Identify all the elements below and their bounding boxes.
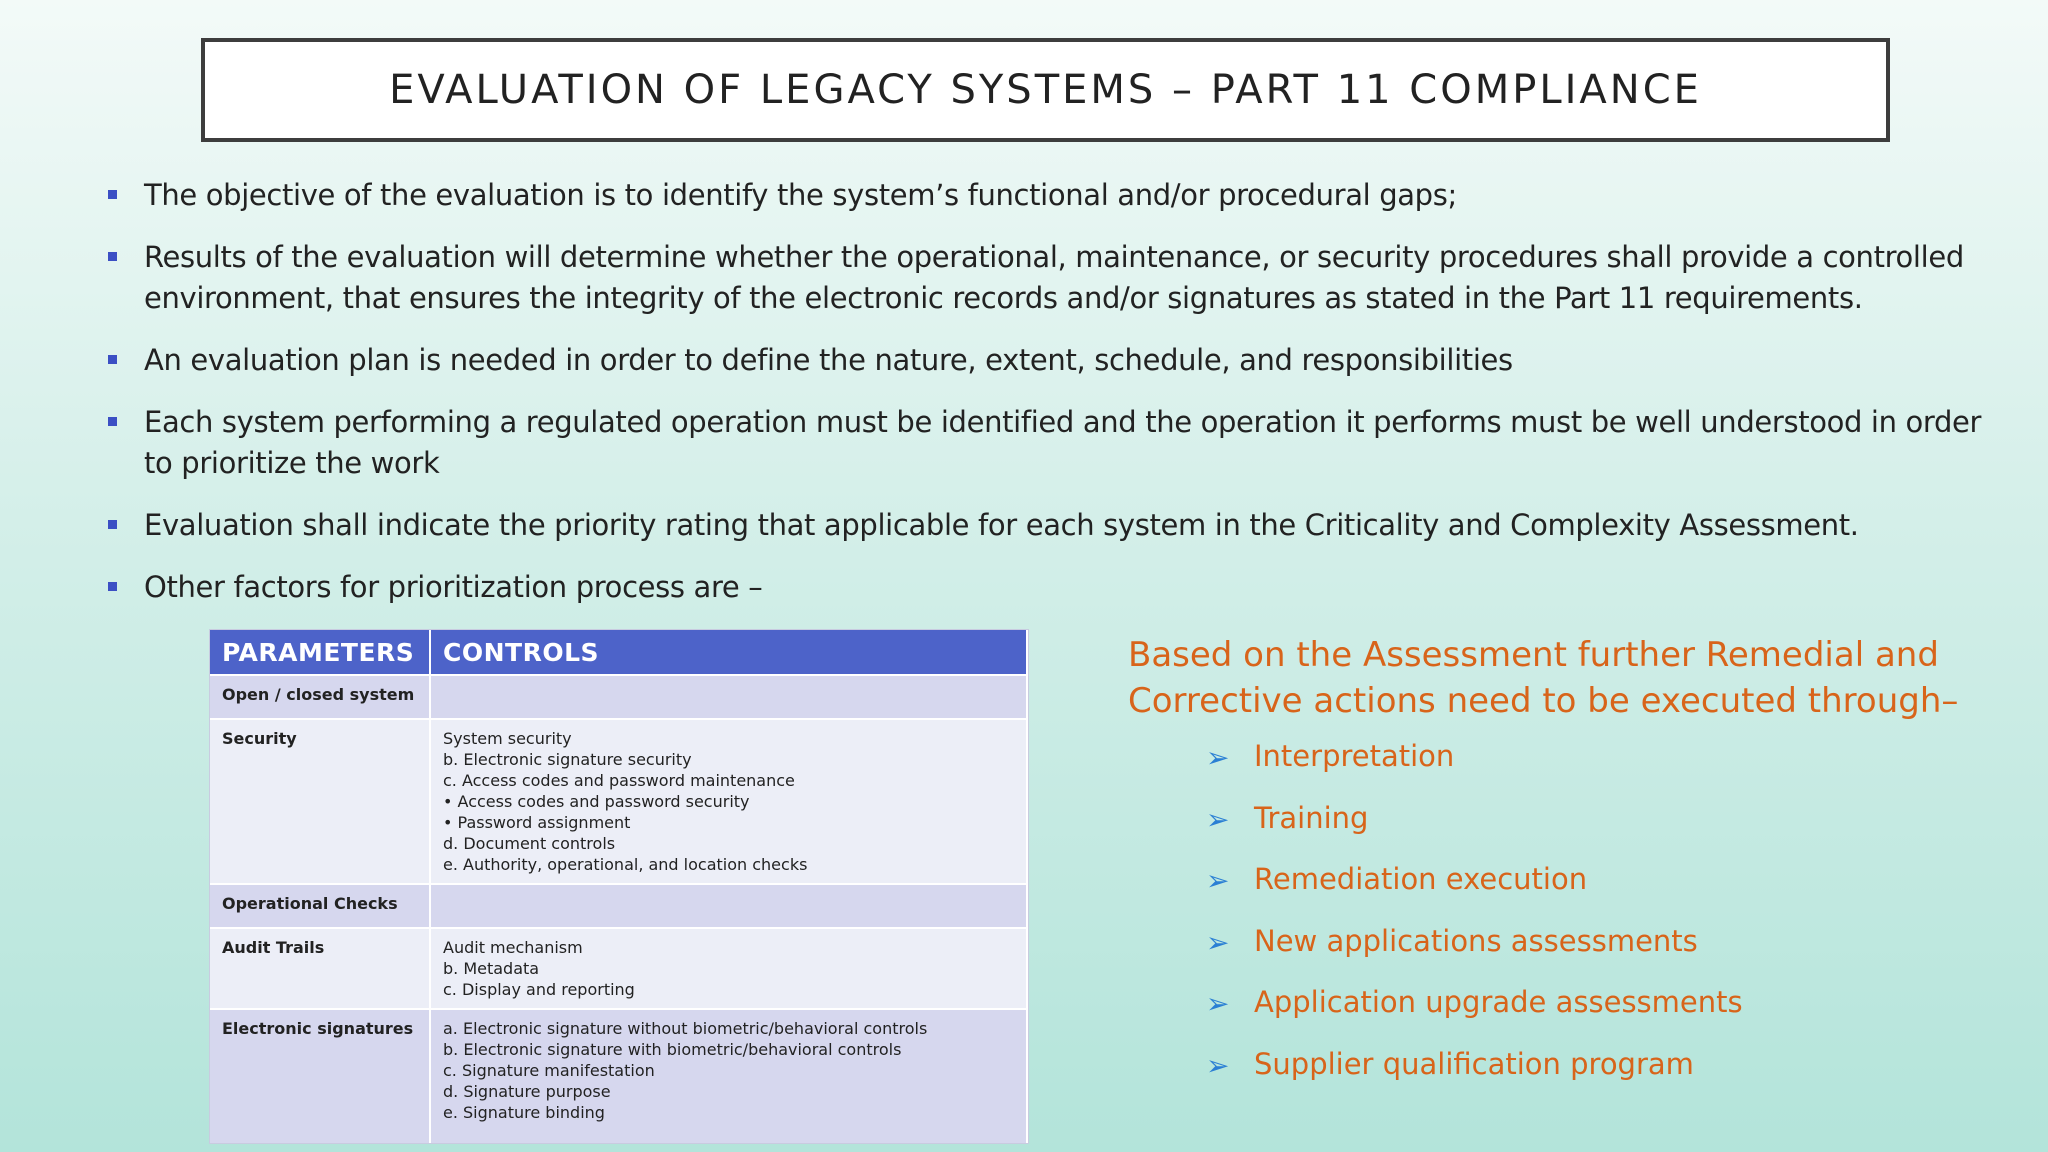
- column-header-parameters: PARAMETERS: [210, 630, 430, 675]
- bullet-text: An evaluation plan is needed in order to define the nature, extent, schedule, and responsibilities: [144, 343, 1513, 377]
- square-bullet-icon: [108, 252, 117, 261]
- control-line: c. Signature manifestation: [443, 1061, 655, 1080]
- bullet-item: [108, 567, 2008, 608]
- table-row: [210, 1009, 1027, 1143]
- bullet-item: [108, 340, 2008, 381]
- bullet-list: [108, 175, 2008, 629]
- table-header-row: [210, 630, 1027, 675]
- control-line: a. Electronic signature without biometric/behavioral controls: [443, 1019, 928, 1038]
- square-bullet-icon: [108, 520, 117, 529]
- action-label: Application upgrade assessments: [1254, 985, 1743, 1019]
- parameter-cell: Security: [210, 719, 430, 884]
- arrow-bullet-icon: ➢: [1206, 741, 1230, 774]
- control-line: System security: [443, 729, 572, 748]
- controls-cell: [430, 675, 1027, 719]
- control-line: • Password assignment: [443, 813, 631, 832]
- action-item: [1206, 861, 1743, 898]
- bullet-text: The objective of the evaluation is to identify the system’s functional and/or procedural gaps;: [144, 178, 1457, 212]
- remedial-heading-line1: Based on the Assessment further Remedial and: [1128, 635, 1939, 675]
- control-line: d. Document controls: [443, 834, 616, 853]
- control-line: b. Electronic signature with biometric/behavioral controls: [443, 1040, 902, 1059]
- control-line: d. Signature purpose: [443, 1082, 611, 1101]
- bullet-item: [108, 237, 2008, 319]
- slide-title: EVALUATION OF LEGACY SYSTEMS – PART 11 COMPLIANCE: [389, 67, 1702, 113]
- table-row: [210, 719, 1027, 884]
- table-row: [210, 675, 1027, 719]
- control-line: Audit mechanism: [443, 938, 583, 957]
- arrow-bullet-icon: ➢: [1206, 802, 1230, 836]
- arrow-bullet-icon: ➢: [1206, 925, 1230, 959]
- column-header-controls: CONTROLS: [430, 630, 1027, 675]
- arrow-bullet-icon: ➢: [1206, 1048, 1230, 1082]
- parameter-cell: Electronic signatures: [210, 1009, 430, 1143]
- parameter-cell: Operational Checks: [210, 884, 430, 928]
- control-line: e. Authority, operational, and location checks: [443, 855, 808, 874]
- parameters-controls-table: [210, 630, 1028, 1143]
- bullet-text: Other factors for prioritization process are –: [144, 570, 763, 604]
- action-item: [1206, 1046, 1743, 1083]
- action-label: Remediation execution: [1254, 862, 1588, 896]
- control-line: • Access codes and password security: [443, 792, 750, 811]
- square-bullet-icon: [108, 582, 117, 591]
- control-line: c. Display and reporting: [443, 980, 635, 999]
- remedial-heading: [1128, 632, 1988, 724]
- bullet-item: [108, 505, 2008, 546]
- square-bullet-icon: [108, 417, 117, 426]
- action-item: [1206, 800, 1743, 837]
- controls-cell: [430, 1009, 1027, 1143]
- table-row: [210, 884, 1027, 928]
- parameter-cell: Audit Trails: [210, 928, 430, 1009]
- bullet-text: Each system performing a regulated operation must be identified and the operation it performs must be well understood in order to prioritize the work: [144, 405, 1982, 480]
- remedial-heading-line2: Corrective actions need to be executed through–: [1128, 681, 1959, 721]
- control-line: c. Access codes and password maintenance: [443, 771, 795, 790]
- square-bullet-icon: [108, 355, 117, 364]
- arrow-bullet-icon: ➢: [1206, 987, 1230, 1020]
- bullet-text: Results of the evaluation will determine whether the operational, maintenance, or security procedures shall provide a controlled environment, that ensures the integrity of the electronic records and/or signatures as stated in the Part 11 requirements.: [144, 240, 1964, 315]
- controls-cell: [430, 928, 1027, 1009]
- action-item: [1206, 738, 1743, 775]
- control-line: b. Electronic signature security: [443, 750, 692, 769]
- bullet-item: [108, 175, 2008, 216]
- parameter-cell: Open / closed system: [210, 675, 430, 719]
- bullet-item: [108, 402, 2008, 484]
- square-bullet-icon: [108, 190, 117, 199]
- controls-cell: [430, 719, 1027, 884]
- action-item: [1206, 984, 1743, 1021]
- action-label: New applications assessments: [1254, 923, 1698, 958]
- slide-title-box: [201, 38, 1890, 142]
- controls-cell: [430, 884, 1027, 928]
- table-row: [210, 928, 1027, 1009]
- control-line: e. Signature binding: [443, 1103, 605, 1122]
- remedial-actions-list: [1206, 738, 1743, 1107]
- action-label: Interpretation: [1254, 739, 1455, 773]
- arrow-bullet-icon: ➢: [1206, 864, 1230, 897]
- control-line: b. Metadata: [443, 959, 540, 978]
- bullet-text: Evaluation shall indicate the priority rating that applicable for each system in the Criticality and Complexity Assessment.: [144, 508, 1859, 542]
- action-label: Supplier qualification program: [1254, 1046, 1694, 1081]
- action-item: [1206, 923, 1743, 960]
- action-label: Training: [1254, 800, 1369, 835]
